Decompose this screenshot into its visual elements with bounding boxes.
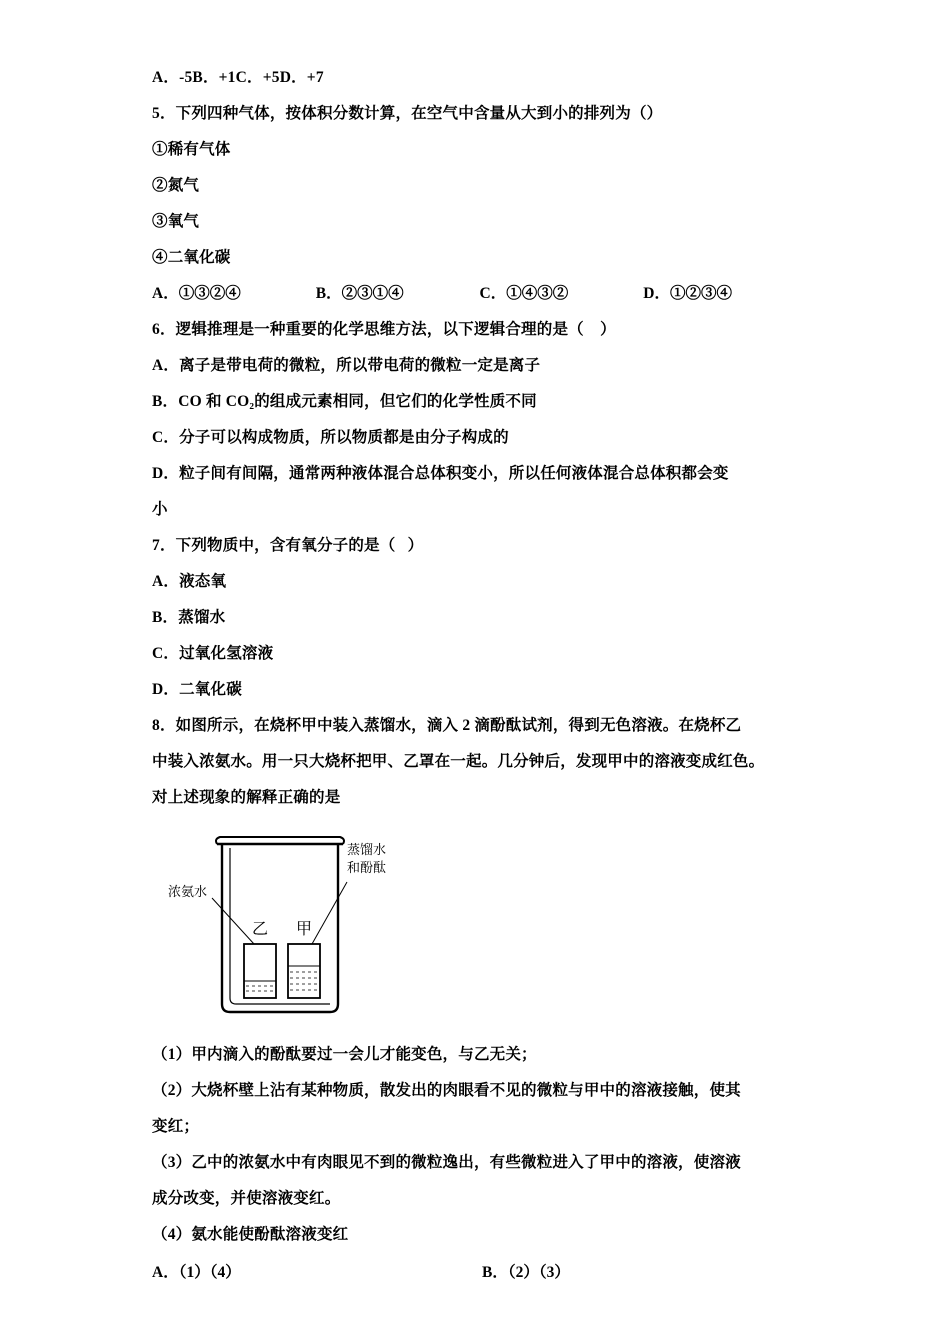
question-7-option-d: D．二氧化碳	[152, 681, 242, 698]
question-8-options	[152, 1255, 807, 1291]
option-c: C．①④③②	[479, 285, 569, 302]
question-5-item-2: ②氮气	[152, 177, 200, 194]
document-content	[152, 60, 807, 1291]
question-8-statement-4: （4）氨水能使酚酞溶液变红	[152, 1226, 349, 1243]
beaker-left-outline	[244, 944, 276, 998]
option-b: B．（2）（3）	[482, 1264, 570, 1281]
label-phenolphthalein: 和酚酞	[347, 860, 387, 875]
question-8-stem-line-3: 对上述现象的解释正确的是	[152, 789, 341, 806]
question-7-option-a: A．液态氧	[152, 573, 227, 590]
question-6-option-c: C．分子可以构成物质，所以物质都是由分子构成的	[152, 429, 509, 446]
question-8-figure	[152, 826, 807, 1031]
leader-line-left	[212, 898, 254, 944]
beaker-right-label: 甲	[296, 921, 313, 938]
question-8-statement-3-cont: 成分改变，并使溶液变红。	[152, 1190, 341, 1207]
leader-line-right	[312, 882, 347, 944]
question-5-stem: 5．下列四种气体，按体积分数计算，在空气中含量从大到小的排列为（）	[152, 105, 663, 122]
question-8-statement-3: （3）乙中的浓氨水中有肉眼见不到的微粒逸出，有些微粒进入了甲中的溶液，使溶液	[152, 1154, 741, 1171]
question-5-item-1: ①稀有气体	[152, 141, 231, 158]
question-5-item-3: ③氧气	[152, 213, 200, 230]
label-concentrated-ammonia: 浓氨水	[168, 884, 208, 899]
question-6-option-a: A．离子是带电荷的微粒，所以带电荷的微粒一定是离子	[152, 357, 541, 374]
option-d: D．①②③④	[643, 285, 732, 302]
question-8-statement-2: （2）大烧杯壁上沾有某种物质，散发出的肉眼看不见的微粒与甲中的溶液接触，使其	[152, 1082, 741, 1099]
question-7-option-c: C．过氧化氢溶液	[152, 645, 274, 662]
answer-line-q4: A．-5B．+1C．+5D．+7	[152, 69, 324, 86]
question-8-statement-2-cont: 变红；	[152, 1118, 200, 1135]
question-5-item-4: ④二氧化碳	[152, 249, 231, 266]
question-8-stem-line-1: 8．如图所示，在烧杯甲中装入蒸馏水，滴入 2 滴酚酞试剂，得到无色溶液。在烧杯乙	[152, 717, 742, 734]
option-a: A．①③②④	[152, 285, 241, 302]
question-6-option-b: B．CO 和 CO₂的组成元素相同，但它们的化学性质不同	[152, 393, 537, 410]
option-a: A．（1）（4）	[152, 1264, 241, 1281]
beaker-experiment-diagram	[162, 826, 562, 1026]
label-distilled-water: 蒸馏水	[347, 842, 387, 857]
question-6-stem: 6．逻辑推理是一种重要的化学思维方法，以下逻辑合理的是（ ）	[152, 321, 616, 338]
beaker-left-label: 乙	[252, 921, 269, 938]
question-8-stem-line-2: 中装入浓氨水。用一只大烧杯把甲、乙罩在一起。几分钟后，发现甲中的溶液变成红色。	[152, 753, 765, 770]
question-6-option-d: D．粒子间有间隔，通常两种液体混合总体积变小，所以任何液体混合总体积都会变	[152, 465, 729, 482]
question-7-stem: 7．下列物质中，含有氧分子的是（ ）	[152, 537, 424, 554]
question-7-option-b: B．蒸馏水	[152, 609, 226, 626]
question-6-option-d-cont: 小	[152, 501, 168, 518]
option-b: B．②③①④	[315, 285, 404, 302]
question-8-statement-1: （1）甲内滴入的酚酞要过一会儿才能变色，与乙无关；	[152, 1046, 537, 1063]
question-5-options	[152, 276, 807, 312]
